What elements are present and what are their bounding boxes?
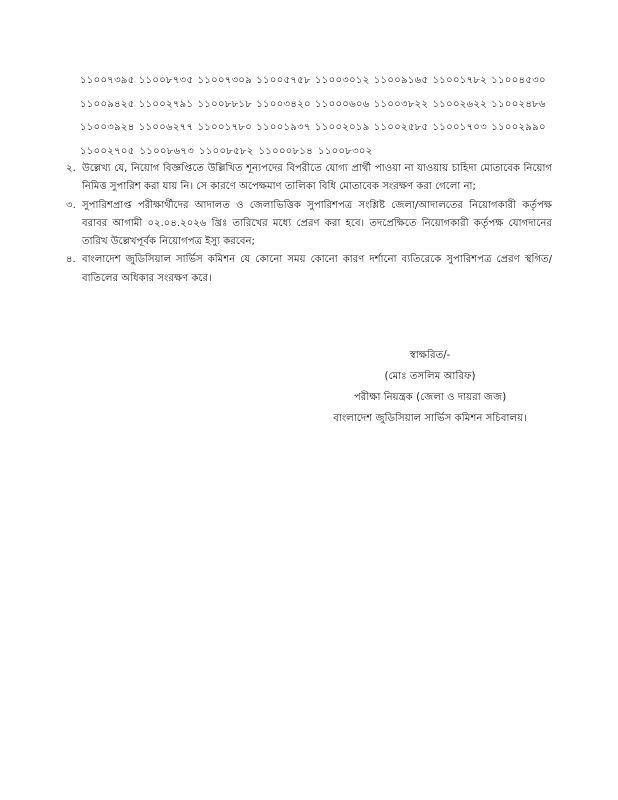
item-text: সুপারিশপ্রাপ্ত পরীক্ষার্থীদের আদালত ও জেলাভিত্তিক সুপারিশপত্র সংশ্লিষ্ট জেলা/আদালতের নিয়োগকারী কর্তৃপক্ষ বরাবর আগামী ০২.০৪.২০২৬ খ্রিঃ তারিখের মধ্যে প্রেরণ করা হবে। তদপ্রেক্ষিতে নিয়োগকারী কর্তৃপক্ষ যোগদানের তারিখ উল্লেখপূর্বক নিয়োগপত্র ইস্যু করবেন; — [82, 199, 552, 248]
item-text: বাংলাদেশ জুডিসিয়াল সার্ভিস কমিশন যে কোনো সময় কোনো কারণ দর্শানো ব্যতিরেকে সুপারিশপত্র প্রেরণ স্থগিত/বাতিলের অধিকার সংরক্ষণ করে। — [82, 254, 552, 284]
roll-number: ১১০০৬২৭৭ — [138, 122, 194, 134]
roll-row — [80, 94, 550, 118]
roll-number: ১১০০৩৪২০ — [256, 98, 311, 110]
roll-number: ১১০০৭৩০৯ — [197, 75, 253, 87]
roll-number: ১১০০৭৩৯৫ — [80, 75, 135, 87]
roll-number: ১১০০২৭৯১ — [138, 98, 194, 110]
roll-number: ১১০০৫৭৫৮ — [256, 75, 311, 87]
roll-number: ১১০০৯৪২৫ — [80, 98, 135, 110]
roll-number: ১১০০২০১৯ — [315, 122, 370, 134]
signatory-name: (মোঃ তসলিম আরিফ) — [384, 371, 476, 382]
roll-number: ১১০০২৭০৫ — [80, 145, 135, 157]
signatory-office: বাংলাদেশ জুডিসিয়াল সার্ভিস কমিশন সচিবালয়। — [333, 413, 527, 424]
signatory-designation: পরীক্ষা নিয়ন্ত্রক (জেলা ও দায়রা জজ) — [353, 392, 507, 403]
signed-label: স্বাক্ষরিত/- — [409, 350, 451, 361]
item-number: ৪. — [66, 254, 76, 266]
roll-number: ১১০০৩০১২ — [315, 75, 370, 87]
roll-number: ১১০০৮৮১৮ — [197, 98, 253, 110]
item-text: উল্লেখ্য যে, নিয়োগ বিজ্ঞপ্তিতে উল্লিখিত শূন্যপদের বিপরীতে যোগ্য প্রার্থী পাওয়া না যাওয়ায় চাহিদা মোতাবেক নিয়োগ নিমিত্ত সুপারিশ করা যায় নি। সে কারণে অপেক্ষমাণ তালিকা বিধি মোতাবেক সংরক্ষণ করা গেলো না; — [82, 163, 552, 193]
notice-item-2 — [66, 160, 552, 197]
roll-number: ১১০০২৫৮৫ — [373, 122, 429, 134]
notice-items — [66, 160, 552, 288]
roll-number: ১১০০৮৭৩৫ — [138, 75, 194, 87]
roll-number: ১১০০২৪৮৬ — [491, 98, 546, 110]
roll-number: ১১০০১৭০৩ — [432, 122, 488, 134]
roll-number: ১১০০০৮১৪ — [258, 145, 314, 157]
notice-item-3 — [66, 197, 552, 252]
roll-number: ১১০০৮৫৮২ — [199, 145, 254, 157]
signature-block — [300, 345, 560, 429]
roll-row — [80, 117, 550, 141]
item-number: ৩. — [66, 199, 76, 211]
roll-number: ১১০০১৭৮০ — [197, 122, 253, 134]
roll-number: ১১০০২৬২২ — [432, 98, 488, 110]
item-number: ২. — [66, 163, 76, 174]
roll-row — [80, 70, 550, 94]
roll-number: ১১০০৯১৬৫ — [373, 75, 429, 87]
roll-number: ১১০০৩৯২৪ — [80, 122, 135, 134]
roll-number: ১১০০১৯৩৭ — [256, 122, 311, 134]
notice-item-4 — [66, 251, 552, 288]
roll-number: ১১০০৩৮২২ — [373, 98, 429, 110]
roll-number: ১১০০২৯৯০ — [491, 122, 546, 134]
roll-number: ১১০০৪৫৩০ — [491, 75, 546, 87]
roll-number: ১১০০০৬০৬ — [315, 98, 370, 110]
roll-number: ১১০০৮৬৭৩ — [139, 145, 195, 157]
roll-number-grid — [80, 70, 550, 164]
roll-number: ১১০০১৭৮২ — [432, 75, 488, 87]
roll-number: ১১০০৮৩০২ — [318, 145, 373, 157]
